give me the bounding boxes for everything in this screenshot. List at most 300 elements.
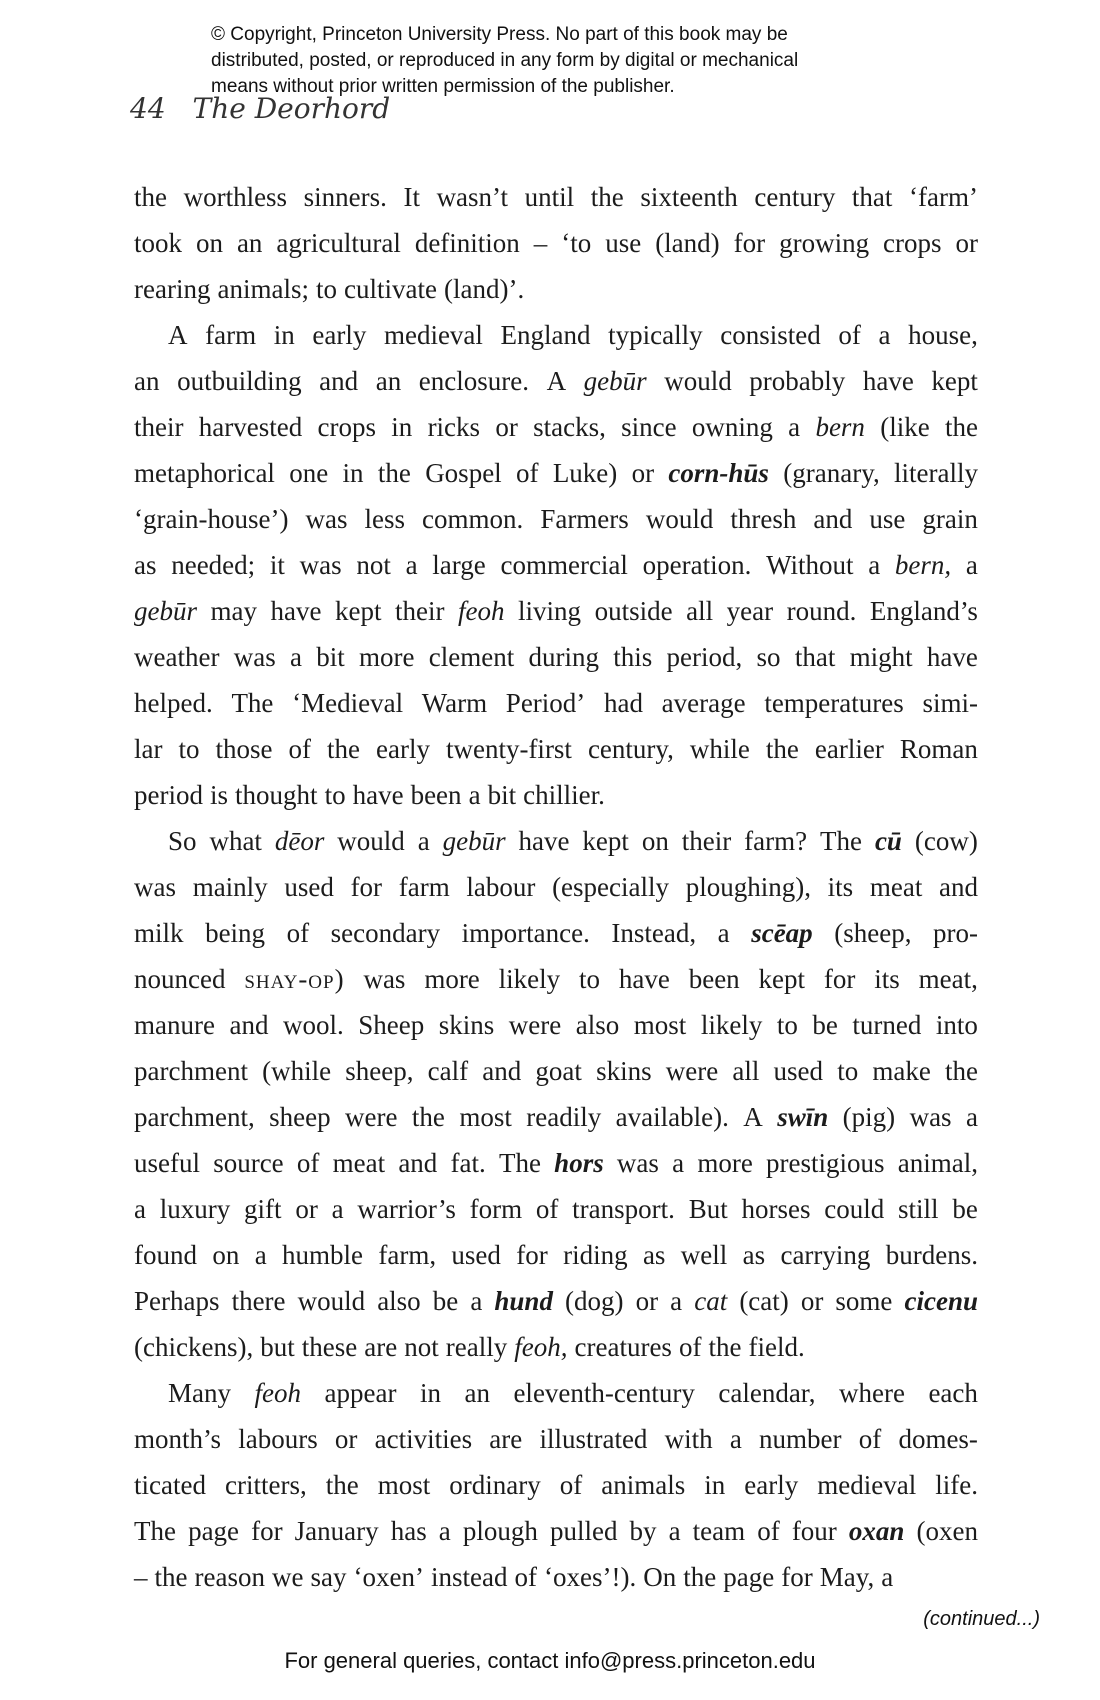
- word: there: [231, 1286, 286, 1316]
- word: was: [299, 550, 342, 580]
- word: this: [613, 642, 653, 672]
- word: have: [352, 780, 404, 810]
- word: probably: [749, 366, 846, 396]
- word: The: [231, 688, 274, 718]
- word: mainly: [192, 872, 268, 902]
- word: humble: [282, 1240, 364, 1270]
- word: for: [516, 1240, 548, 1270]
- text-line: [134, 588, 978, 634]
- word: for: [251, 1516, 283, 1546]
- word: calendar,: [718, 1378, 816, 1408]
- word: may: [210, 596, 258, 626]
- word: the: [944, 412, 978, 442]
- word: to: [178, 734, 200, 764]
- word: (dog): [565, 1286, 624, 1316]
- text-line: [134, 174, 978, 220]
- word: of: [516, 458, 539, 488]
- word: to: [837, 1056, 859, 1086]
- word: as: [642, 1240, 666, 1270]
- word: ‘farm’: [909, 182, 978, 212]
- word: The: [134, 1516, 176, 1546]
- word: sixteenth: [640, 182, 738, 212]
- word: was: [363, 964, 406, 994]
- word: for: [350, 872, 383, 902]
- word: grain: [922, 504, 978, 534]
- word: have: [618, 964, 670, 994]
- word: –: [134, 1562, 148, 1592]
- word: prestigious: [766, 1148, 885, 1178]
- word: the: [377, 458, 411, 488]
- word: farm: [205, 320, 257, 350]
- word: So: [168, 826, 197, 856]
- word: not: [356, 550, 391, 580]
- word: be: [432, 1286, 459, 1316]
- word: were: [345, 1102, 398, 1132]
- word: form: [469, 1194, 523, 1224]
- text-line: [134, 358, 978, 404]
- word: used: [451, 1240, 501, 1270]
- word: or: [334, 1424, 358, 1454]
- text-line: [134, 450, 978, 496]
- word: and: [398, 1148, 438, 1178]
- word: of: [288, 734, 311, 764]
- word: we: [272, 1562, 304, 1592]
- word: common.: [422, 504, 524, 534]
- word: a: [672, 1148, 685, 1178]
- word: month’s: [134, 1424, 222, 1454]
- word: definition: [414, 228, 520, 258]
- word: average: [661, 688, 746, 718]
- word: growing: [779, 228, 870, 258]
- word: be: [952, 1194, 978, 1224]
- word: January: [294, 1516, 379, 1546]
- word: are: [364, 1332, 398, 1362]
- word: period,: [666, 642, 743, 672]
- word: some: [835, 1286, 893, 1316]
- word: number: [759, 1424, 842, 1454]
- word: year: [726, 596, 774, 626]
- word: their: [134, 412, 184, 442]
- word: harvested: [198, 412, 303, 442]
- word: sheep,: [345, 1056, 414, 1086]
- word: an: [134, 366, 160, 396]
- word: the: [325, 1470, 359, 1500]
- word: burdens.: [885, 1240, 978, 1270]
- word: meat,: [918, 964, 978, 994]
- text-line: [134, 864, 978, 910]
- word: ticated: [134, 1470, 206, 1500]
- word: had: [603, 688, 643, 718]
- copyright-line: means without prior written permission of the publisher.: [211, 76, 675, 97]
- word: skins: [596, 1056, 652, 1086]
- word: likely: [498, 964, 561, 994]
- word: a: [405, 550, 418, 580]
- word: fat.: [450, 1148, 486, 1178]
- text-line: [134, 266, 978, 312]
- word: round.: [786, 596, 857, 626]
- word: four: [791, 1516, 837, 1546]
- word: since: [621, 412, 677, 442]
- word: the: [765, 734, 799, 764]
- word: be: [812, 1010, 838, 1040]
- word: for: [781, 1562, 813, 1592]
- word: were: [665, 1056, 719, 1086]
- word: until: [524, 182, 575, 212]
- word: a: [966, 1102, 978, 1132]
- word: field.: [748, 1332, 805, 1362]
- word: of: [838, 320, 861, 350]
- word: clement: [428, 642, 515, 672]
- page-number: 44: [130, 92, 166, 125]
- word: Farmers: [540, 504, 629, 534]
- word: found: [134, 1240, 197, 1270]
- word: illustrated: [539, 1424, 648, 1454]
- text-line: [134, 1048, 978, 1094]
- word: make: [872, 1056, 931, 1086]
- word: cū: [874, 826, 902, 856]
- word: On: [643, 1562, 677, 1592]
- text-line: [134, 910, 978, 956]
- word: But: [688, 1194, 728, 1224]
- word: meat: [332, 1148, 386, 1178]
- word: would: [664, 366, 732, 396]
- word: swīn: [777, 1102, 829, 1132]
- word: also: [575, 1010, 620, 1040]
- word: bern: [815, 412, 865, 442]
- word: have: [862, 366, 914, 396]
- word: use: [605, 228, 642, 258]
- word: (granary,: [783, 458, 880, 488]
- word: to: [579, 964, 601, 994]
- word: (land)’.: [443, 274, 525, 304]
- word: still: [898, 1194, 939, 1224]
- word: scēap: [751, 918, 813, 948]
- word: an: [236, 228, 263, 258]
- text-line: [134, 818, 978, 864]
- word: rearing: [134, 274, 211, 304]
- text-line: [134, 634, 978, 680]
- word: have: [270, 596, 322, 626]
- word: was: [233, 642, 276, 672]
- word: turned: [852, 1010, 922, 1040]
- word: and: [319, 366, 359, 396]
- word: a: [878, 320, 891, 350]
- word: Gospel: [425, 458, 502, 488]
- word: might: [849, 642, 913, 672]
- word: each: [928, 1378, 978, 1408]
- word: Sheep: [358, 1010, 425, 1040]
- word: shay-op): [244, 964, 345, 994]
- text-line: [134, 1508, 978, 1554]
- word: a: [729, 1424, 742, 1454]
- copyright-line: distributed, posted, or reproduced in any form by digital or mechanical: [211, 50, 799, 71]
- copyright-notice: [211, 22, 931, 100]
- word: a: [331, 1194, 344, 1224]
- word: secondary: [330, 918, 441, 948]
- word: carrying: [780, 1240, 871, 1270]
- word: its: [874, 964, 900, 994]
- text-line: [134, 1278, 978, 1324]
- word: hund: [494, 1286, 553, 1316]
- word: (cow): [914, 826, 978, 856]
- word: luxury: [159, 1194, 231, 1224]
- word: goat: [535, 1056, 582, 1086]
- word: wasn’t: [436, 182, 509, 212]
- word: skins: [438, 1010, 495, 1040]
- word: outbuilding: [177, 366, 302, 396]
- word: the: [708, 1332, 742, 1362]
- word: to: [315, 274, 337, 304]
- word: source: [213, 1148, 284, 1178]
- word: while: [689, 734, 750, 764]
- continued-label: (continued...): [923, 1608, 1040, 1630]
- word: a: [289, 642, 302, 672]
- word: ‘to: [561, 228, 592, 258]
- word: feoh: [458, 596, 505, 626]
- word: (cat): [739, 1286, 789, 1316]
- word: early: [376, 734, 430, 764]
- word: a: [470, 1286, 483, 1316]
- word: would: [645, 504, 714, 534]
- word: Perhaps: [134, 1286, 220, 1316]
- word: in: [419, 1378, 441, 1408]
- text-line: [134, 956, 978, 1002]
- word: commercial: [500, 550, 628, 580]
- word: thought: [235, 780, 318, 810]
- word: needed;: [171, 550, 256, 580]
- word: twenty-first: [445, 734, 572, 764]
- word: the: [683, 1562, 717, 1592]
- word: use: [869, 504, 906, 534]
- word: for: [823, 964, 856, 994]
- word: corn-hūs: [668, 458, 769, 488]
- word: of: [286, 918, 310, 948]
- word: a: [417, 826, 430, 856]
- word: calf: [427, 1056, 469, 1086]
- word: on: [641, 826, 669, 856]
- word: wool.: [282, 1010, 344, 1040]
- word: literally: [894, 458, 978, 488]
- word: took: [134, 228, 183, 258]
- copyright-line: © Copyright, Princeton University Press. No part of this book may be: [211, 24, 788, 45]
- text-line: [134, 312, 978, 358]
- word: helped.: [134, 688, 213, 718]
- word: the: [154, 1562, 188, 1592]
- word: to: [776, 1010, 798, 1040]
- word: ‘grain-house’): [134, 504, 289, 534]
- word: of: [514, 1562, 538, 1592]
- word: living: [518, 596, 582, 626]
- word: on: [195, 228, 223, 258]
- word: typically: [608, 320, 703, 350]
- word: been: [410, 780, 462, 810]
- text-line: [134, 1186, 978, 1232]
- word: medieval: [817, 1470, 917, 1500]
- word: cat: [694, 1286, 728, 1316]
- word: ricks: [427, 412, 481, 442]
- word: most: [633, 1010, 687, 1040]
- word: the: [590, 182, 624, 212]
- word: sinners.: [303, 182, 387, 212]
- word: parchment,: [134, 1102, 255, 1132]
- word: those: [215, 734, 273, 764]
- word: ‘oxen’: [353, 1562, 424, 1592]
- word: cultivate: [344, 274, 437, 304]
- word: and: [939, 872, 978, 902]
- word: England: [500, 320, 591, 350]
- word: not: [404, 1332, 439, 1362]
- word: in: [391, 412, 413, 442]
- word: Instead,: [611, 918, 697, 948]
- word: as: [742, 1240, 766, 1270]
- word: The: [820, 826, 863, 856]
- word: an: [375, 366, 402, 396]
- word: is: [210, 780, 229, 810]
- word: (chickens),: [134, 1332, 254, 1362]
- word: been: [688, 964, 740, 994]
- word: has: [390, 1516, 427, 1546]
- word: that: [794, 642, 836, 672]
- word: appear: [324, 1378, 397, 1408]
- text-line: [134, 772, 978, 818]
- word: ploughing),: [685, 872, 811, 902]
- word: (especially: [552, 872, 670, 902]
- word: or: [635, 1286, 659, 1316]
- word: life.: [935, 1470, 978, 1500]
- word: have: [926, 642, 978, 672]
- word: (while: [262, 1056, 332, 1086]
- word: dēor: [274, 826, 325, 856]
- footer-contact: For general queries, contact info@press.princeton.edu: [284, 1648, 816, 1673]
- word: century: [754, 182, 836, 212]
- word: of: [757, 1516, 780, 1546]
- word: likely: [700, 1010, 763, 1040]
- word: page: [188, 1516, 240, 1546]
- word: Warm: [421, 688, 488, 718]
- word: A: [168, 320, 188, 350]
- word: gebūr: [583, 366, 647, 396]
- word: was: [909, 1102, 952, 1132]
- word: temperatures: [764, 688, 904, 718]
- word: Luke): [552, 458, 618, 488]
- word: weather: [134, 642, 220, 672]
- word: gift: [244, 1194, 282, 1224]
- word: farm,: [378, 1240, 437, 1270]
- word: of: [296, 1148, 320, 1178]
- word: really: [445, 1332, 508, 1362]
- word: used: [284, 872, 334, 902]
- word: ordinary: [449, 1470, 541, 1500]
- word: transport.: [572, 1194, 675, 1224]
- word: their: [395, 596, 445, 626]
- word: agricultural: [276, 228, 401, 258]
- word: of: [678, 1332, 702, 1362]
- text-line: [134, 220, 978, 266]
- word: ‘Medieval: [292, 688, 404, 718]
- word: as: [134, 550, 157, 580]
- word: or: [495, 412, 518, 442]
- word: manure: [134, 1010, 215, 1040]
- word: page: [723, 1562, 775, 1592]
- word: instead: [431, 1562, 508, 1592]
- word: a: [670, 1286, 683, 1316]
- text-line: [134, 1462, 978, 1508]
- word: (land): [655, 228, 720, 258]
- word: all: [686, 596, 714, 626]
- word: Period’: [505, 688, 586, 718]
- word: pulled: [549, 1516, 618, 1546]
- word: warrior’s: [357, 1194, 456, 1224]
- word: in: [273, 320, 295, 350]
- word: creatures: [574, 1332, 672, 1362]
- word: into: [935, 1010, 978, 1040]
- word: importance.: [461, 918, 590, 948]
- word: kept: [931, 366, 978, 396]
- word: sheep: [269, 1102, 331, 1132]
- word: by: [629, 1516, 657, 1546]
- word: a: [717, 918, 730, 948]
- word: (oxen: [916, 1516, 978, 1546]
- word: it: [269, 550, 285, 580]
- word: pro-: [933, 918, 978, 948]
- word: could: [824, 1194, 885, 1224]
- word: animals: [601, 1470, 686, 1500]
- text-line: [134, 1094, 978, 1140]
- word: and: [813, 504, 853, 534]
- word: was: [134, 872, 176, 902]
- word: or: [955, 228, 978, 258]
- word: or: [800, 1286, 824, 1316]
- text-line: [134, 680, 978, 726]
- word: its: [827, 872, 854, 902]
- word: more: [359, 642, 415, 672]
- word: or: [631, 458, 655, 488]
- text-line: [134, 496, 978, 542]
- word: bern,: [894, 550, 952, 580]
- word: A: [743, 1102, 763, 1132]
- word: animal,: [897, 1148, 978, 1178]
- word: riding: [563, 1240, 628, 1270]
- word: nounced: [134, 964, 226, 994]
- text-line: [134, 1554, 978, 1600]
- word: a: [868, 550, 881, 580]
- text-line: [134, 1416, 978, 1462]
- word: so: [756, 642, 781, 672]
- word: labour: [466, 872, 536, 902]
- word: milk: [134, 918, 184, 948]
- word: a: [668, 1516, 681, 1546]
- text-line: [134, 1140, 978, 1186]
- word: during: [528, 642, 599, 672]
- word: on: [212, 1240, 240, 1270]
- running-head-title: The Deorhord: [192, 92, 391, 125]
- word: kept: [335, 596, 382, 626]
- word: house,: [908, 320, 978, 350]
- word: England’s: [869, 596, 978, 626]
- word: readily: [526, 1102, 602, 1132]
- word: medieval: [383, 320, 483, 350]
- word: reason: [194, 1562, 265, 1592]
- word: a: [468, 780, 481, 810]
- word: in: [342, 458, 364, 488]
- word: oxan: [848, 1516, 905, 1546]
- word: cicenu: [904, 1286, 978, 1316]
- word: the: [327, 734, 360, 764]
- word: meat: [869, 872, 923, 902]
- word: available).: [615, 1102, 729, 1132]
- word: the: [945, 1056, 978, 1086]
- word: the: [134, 182, 167, 212]
